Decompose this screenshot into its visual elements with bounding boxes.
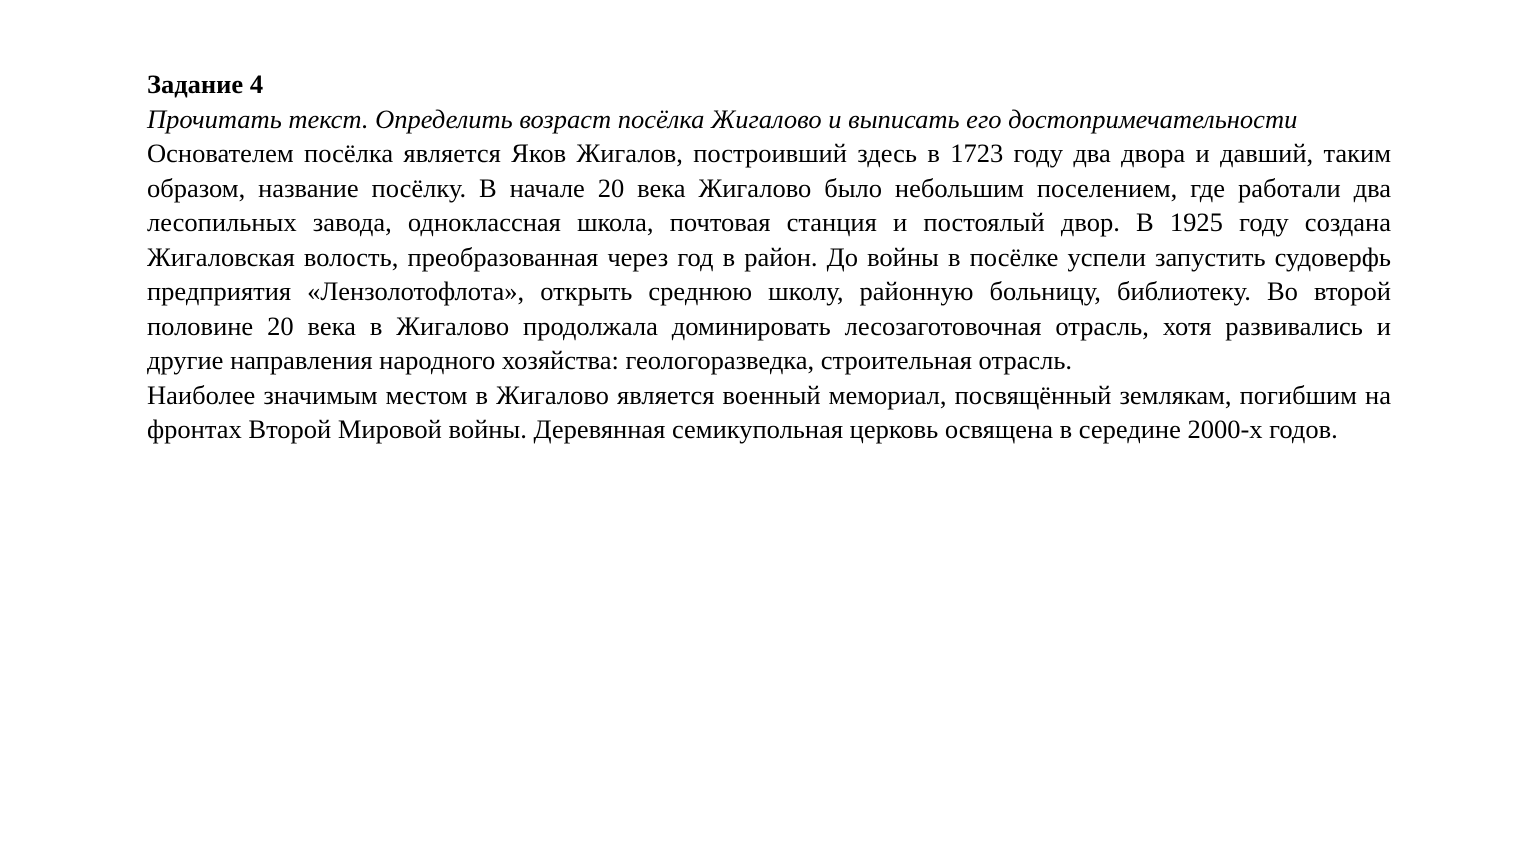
task-title: Задание 4 bbox=[147, 69, 264, 99]
paragraph-history: Основателем посёлка является Яков Жигалов, построивший здесь в 1723 году два двора и давший, таким образом, название посёлку. В начале 20 века Жигалово было небольшим поселением, где работали два лесопильных завода, одноклассная школа, почтовая станция и постоялый двор. В 1925 году создана Жигаловская волость, преобразованная через год в район. До войны в посёлке успели запустить судоверфь предприятия «Лензолотофлота», открыть среднюю школу, районную больницу, библиотеку. Во второй половине 20 века в Жигалово продолжала доминировать лесозаготовочная отрасль, хотя развивались и другие направления народного хозяйства: геологоразведка, строительная отрасль. bbox=[147, 138, 1391, 375]
paragraph-landmarks: Наиболее значимым местом в Жигалово является военный мемориал, посвящённый землякам, погибшим на фронтах Второй Мировой войны. Деревянная семикупольная церковь освящена в середине 2000-х годов. bbox=[147, 379, 1391, 444]
text-block bbox=[147, 67, 1391, 447]
task-instruction: Прочитать текст. Определить возраст посёлка Жигалово и выписать его достопримечательности bbox=[147, 103, 1298, 134]
